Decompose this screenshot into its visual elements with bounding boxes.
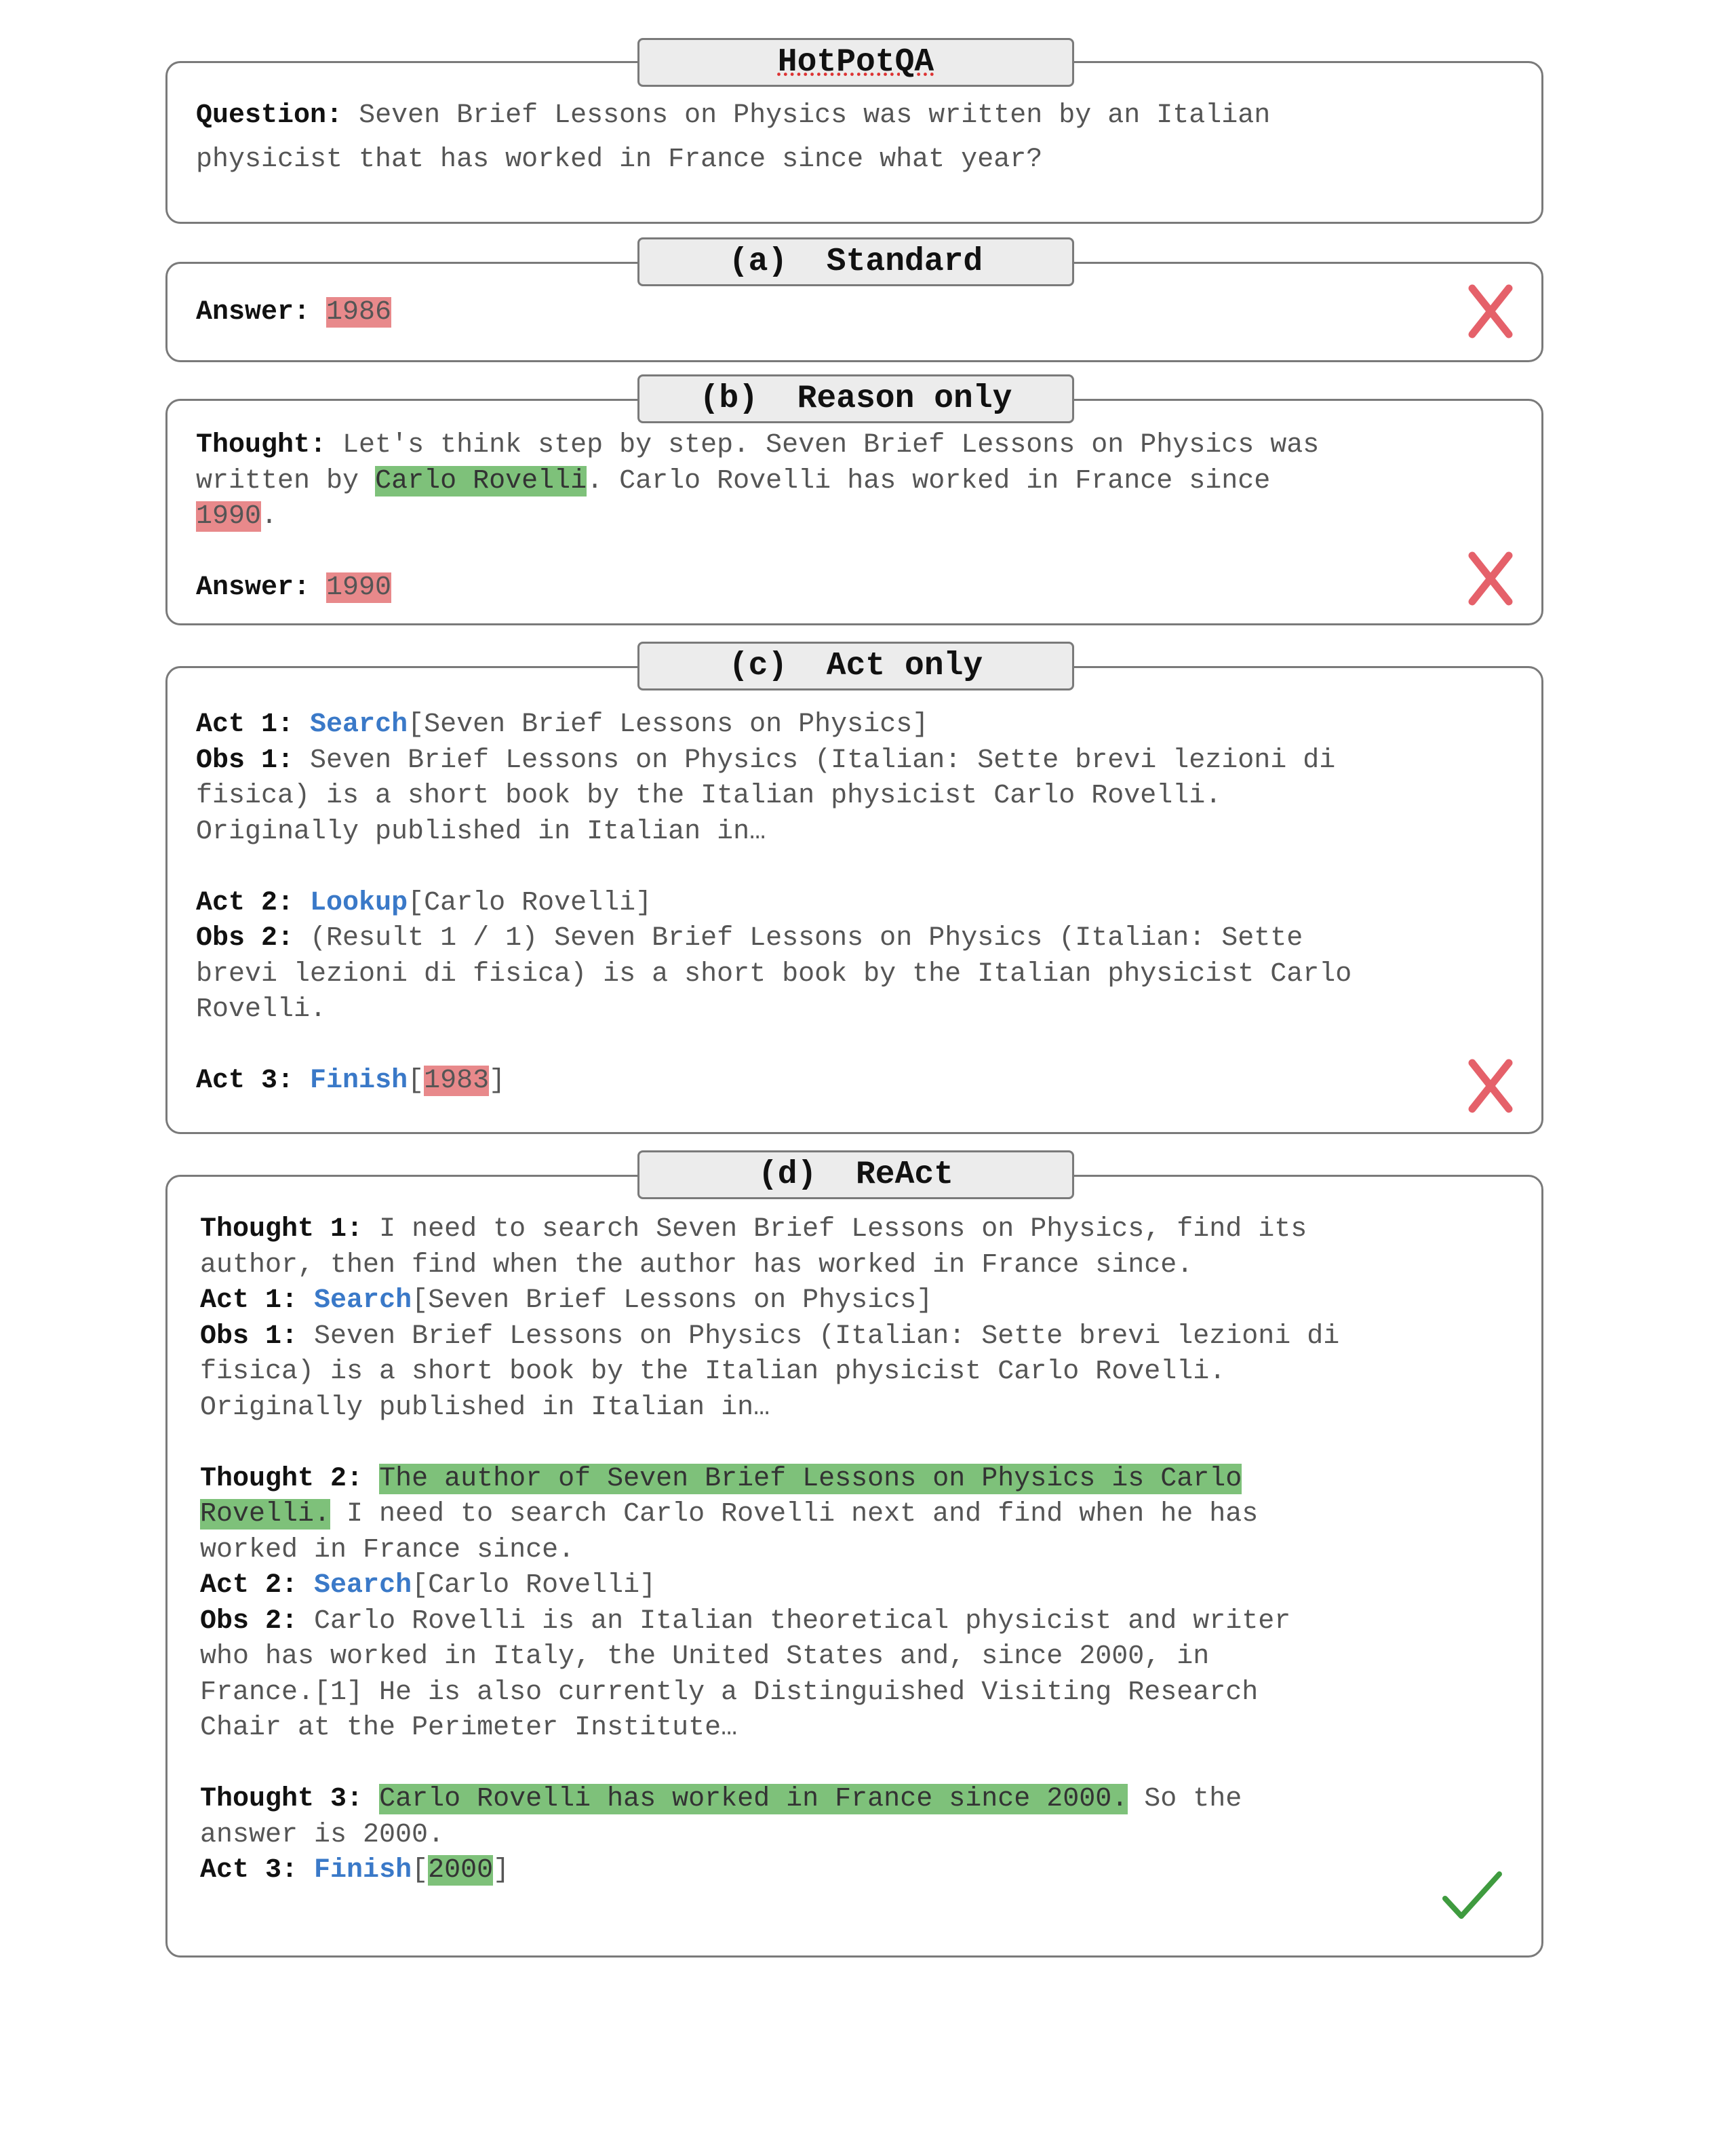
standard-answer-label: Answer: xyxy=(196,297,311,328)
react-thought3-line2: answer is 2000. xyxy=(200,1819,445,1850)
react-thought2-line3: worked in France since. xyxy=(200,1534,575,1565)
act-only-panel xyxy=(165,666,1543,1134)
react-thought3-label: Thought 3: xyxy=(200,1784,363,1814)
reason-only-body xyxy=(196,428,1514,606)
standard-body xyxy=(196,295,1514,331)
act-only-act1-action: Search xyxy=(310,709,408,740)
act-only-act2-arg: [Carlo Rovelli] xyxy=(408,887,652,918)
reason-thought-label: Thought: xyxy=(196,430,327,461)
react-act3-close: ] xyxy=(493,1855,510,1886)
act-only-obs1-line3: Originally published in Italian in… xyxy=(196,816,766,847)
reason-thought-line1: Let's think step by step. Seven Brief Lessons on Physics was xyxy=(342,430,1320,461)
act-only-act1-label: Act 1: xyxy=(196,709,294,740)
act-only-act2-label: Act 2: xyxy=(196,887,294,918)
react-obs1-line2: fisica) is a short book by the Italian physicist Carlo Rovelli. xyxy=(200,1357,1226,1387)
react-act1-label: Act 1: xyxy=(200,1285,298,1316)
react-obs1-line1: Seven Brief Lessons on Physics (Italian: Sette brevi lezioni di xyxy=(314,1321,1340,1352)
act-only-obs1-label: Obs 1: xyxy=(196,745,294,776)
react-thought1-line1: I need to search Seven Brief Lessons on Physics, find its xyxy=(379,1214,1307,1245)
react-thought2-highlight1: The author of Seven Brief Lessons on Physics is Carlo xyxy=(379,1463,1242,1494)
react-obs1-line3: Originally published in Italian in… xyxy=(200,1392,770,1423)
act-only-act3-label: Act 3: xyxy=(196,1066,294,1096)
cross-icon xyxy=(1467,284,1514,338)
react-thought1-line2: author, then find when the author has worked in France since. xyxy=(200,1249,1194,1281)
react-obs2-line1: Carlo Rovelli is an Italian theoretical physicist and writer xyxy=(314,1605,1291,1637)
panel-title-standard: (a) Standard xyxy=(637,237,1074,286)
act-only-act2-action: Lookup xyxy=(310,887,408,918)
act-only-act3-action: Finish xyxy=(310,1066,408,1096)
act-only-obs2-line1: (Result 1 / 1) Seven Brief Lessons on Physics (Italian: Sette xyxy=(310,923,1303,954)
react-panel xyxy=(165,1175,1543,1958)
react-thought2-highlight2: Rovelli. xyxy=(200,1499,331,1530)
react-thought2-line2-post: I need to search Carlo Rovelli next and find when he has xyxy=(330,1499,1259,1530)
react-act2-label: Act 2: xyxy=(200,1570,298,1601)
act-only-act1-arg: [Seven Brief Lessons on Physics] xyxy=(408,709,929,740)
cross-icon xyxy=(1467,1059,1514,1113)
react-answer: 2000 xyxy=(428,1855,494,1886)
react-obs2-line4: Chair at the Perimeter Institute… xyxy=(200,1713,738,1743)
react-act1-action: Search xyxy=(314,1285,412,1316)
act-only-obs2-line2: brevi lezioni di fisica) is a short book by the Italian physicist Carlo xyxy=(196,958,1352,990)
act-only-obs1-line1: Seven Brief Lessons on Physics (Italian: Sette brevi lezioni di xyxy=(310,745,1336,776)
react-act3-action: Finish xyxy=(314,1855,412,1886)
act-only-obs1-line2: fisica) is a short book by the Italian physicist Carlo Rovelli. xyxy=(196,781,1222,811)
act-only-obs2-label: Obs 2: xyxy=(196,923,294,954)
react-obs2-label: Obs 2: xyxy=(200,1605,298,1637)
act-only-act3-open: [ xyxy=(408,1066,425,1096)
reason-highlight-year: 1990 xyxy=(196,501,262,532)
question-label: Question: xyxy=(196,100,343,131)
reason-answer-label: Answer: xyxy=(196,572,311,603)
panel-title-react: (d) ReAct xyxy=(637,1150,1074,1199)
panel-title-reason-only: (b) Reason only xyxy=(637,374,1074,423)
react-thought1-label: Thought 1: xyxy=(200,1214,363,1245)
question-text-line1: Seven Brief Lessons on Physics was written by an Italian xyxy=(359,100,1271,131)
react-obs2-line2: who has worked in Italy, the United States and, since 2000, in xyxy=(200,1641,1210,1672)
check-icon xyxy=(1441,1869,1503,1922)
reason-only-panel xyxy=(165,399,1543,625)
react-thought3-highlight: Carlo Rovelli has worked in France since 2000. xyxy=(379,1784,1128,1814)
reason-answer: 1990 xyxy=(326,572,392,603)
panel-title-hotpotqa: HotPotQA xyxy=(637,38,1074,87)
react-thought3-post: So the xyxy=(1128,1784,1242,1814)
act-only-body xyxy=(196,707,1514,1099)
standard-answer: 1986 xyxy=(326,297,392,328)
reason-thought-line3-post: . xyxy=(261,501,278,532)
act-only-obs2-line3: Rovelli. xyxy=(196,994,327,1025)
reason-thought-line2-post: . Carlo Rovelli has worked in France since xyxy=(587,465,1271,496)
cross-icon xyxy=(1467,551,1514,606)
react-thought2-label: Thought 2: xyxy=(200,1463,363,1494)
reason-thought-line2-pre: written by xyxy=(196,465,359,496)
question-text-line2: physicist that has worked in France since what year? xyxy=(196,144,1043,175)
act-only-act3-close: ] xyxy=(489,1066,506,1096)
react-act2-action: Search xyxy=(314,1570,412,1601)
react-obs2-line3: France.[1] He is also currently a Distinguished Visiting Research xyxy=(200,1677,1259,1708)
panel-title-act-only: (c) Act only xyxy=(637,642,1074,690)
react-act2-arg: [Carlo Rovelli] xyxy=(412,1570,656,1601)
react-body xyxy=(200,1212,1514,1889)
reason-highlight-author: Carlo Rovelli xyxy=(375,465,587,496)
react-act3-open: [ xyxy=(412,1855,429,1886)
act-only-answer: 1983 xyxy=(424,1066,490,1096)
question-body xyxy=(196,98,1514,185)
react-act3-label: Act 3: xyxy=(200,1855,298,1886)
react-act1-arg: [Seven Brief Lessons on Physics] xyxy=(412,1285,933,1316)
react-obs1-label: Obs 1: xyxy=(200,1321,298,1352)
